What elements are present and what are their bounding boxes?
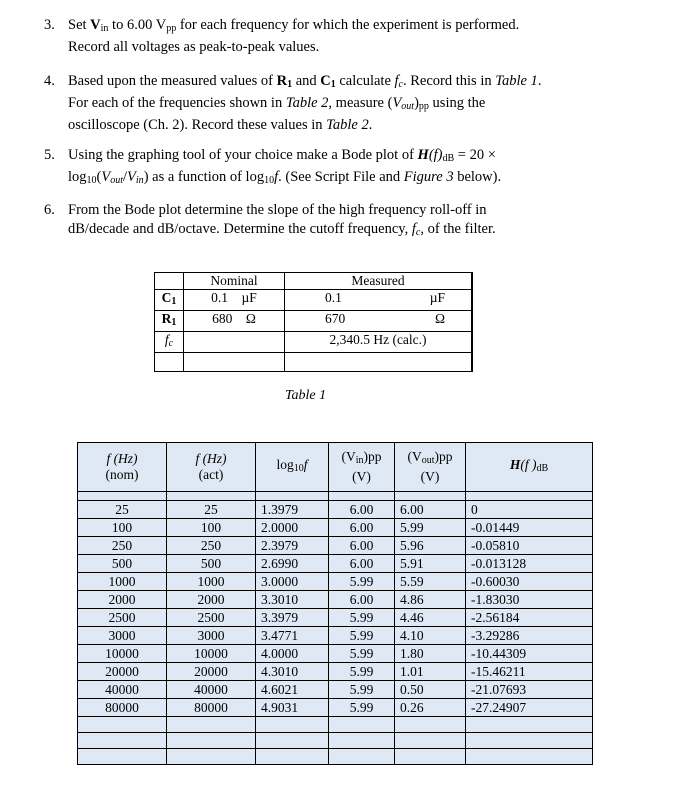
- table-cell: 6.00: [329, 555, 395, 573]
- table-cell: [329, 749, 395, 765]
- table-cell: 20000: [78, 663, 167, 681]
- table-cell: 6.00: [395, 501, 466, 519]
- table-cell: 2000: [167, 591, 256, 609]
- table-cell: [395, 492, 466, 501]
- table-cell: [472, 353, 473, 372]
- table-row: [78, 555, 593, 573]
- table-cell: [466, 717, 593, 733]
- table-cell: 500: [78, 555, 167, 573]
- table-cell: [184, 332, 285, 353]
- table-cell: 1000: [78, 573, 167, 591]
- table-cell: 670 Ω: [285, 311, 472, 332]
- table-cell: -2.56184: [466, 609, 593, 627]
- table-cell: 5.99: [329, 645, 395, 663]
- table-cell: 3000: [167, 627, 256, 645]
- header-vin: $(V_{in})pp$ (V): [329, 443, 395, 492]
- table-cell: -0.01449: [466, 519, 593, 537]
- table-cell: -0.013128: [466, 555, 593, 573]
- table-row: [78, 699, 593, 717]
- table-cell: [256, 492, 329, 501]
- table-row: [78, 501, 593, 519]
- table-cell: 10000: [78, 645, 167, 663]
- table-cell: 2500: [78, 609, 167, 627]
- table-cell: 5.99: [329, 573, 395, 591]
- table-cell: 4.0000: [256, 645, 329, 663]
- table-row: [78, 627, 593, 645]
- component-values-table: [154, 272, 473, 372]
- table-cell: 80000: [78, 699, 167, 717]
- table-cell: -0.05810: [466, 537, 593, 555]
- table-cell: 5.96: [395, 537, 466, 555]
- table-cell: [472, 290, 473, 311]
- table-cell: [155, 353, 184, 372]
- table-cell: 0.1 µF: [184, 290, 285, 311]
- table-cell: 4.9031: [256, 699, 329, 717]
- table-cell: 3.0000: [256, 573, 329, 591]
- table-cell: 0.50: [395, 681, 466, 699]
- table-cell: 25: [78, 501, 167, 519]
- table-cell: 2500: [167, 609, 256, 627]
- table-cell: 5.99: [329, 699, 395, 717]
- table-row: [78, 663, 593, 681]
- table-cell: [78, 492, 167, 501]
- table-cell: [78, 749, 167, 765]
- table-cell: 25: [167, 501, 256, 519]
- table-cell: 3.3979: [256, 609, 329, 627]
- table-cell: [155, 273, 184, 290]
- table-row: [78, 573, 593, 591]
- table-caption: Table 1: [285, 388, 327, 403]
- table-header-nominal: Nominal: [184, 273, 285, 290]
- table-cell: 1.80: [395, 645, 466, 663]
- table-row: [78, 591, 593, 609]
- table-cell: 5.59: [395, 573, 466, 591]
- table-cell: 3.3010: [256, 591, 329, 609]
- table-cell: 3.4771: [256, 627, 329, 645]
- instruction-text: Set $V_{in}$ to 6.00 $V_{pp}$ for each frequency for which the experiment is performed. Record all voltages as peak-to-peak values.: [68, 17, 520, 55]
- table-cell: [466, 749, 593, 765]
- table-cell: [329, 733, 395, 749]
- instruction-number: 6.: [44, 202, 55, 218]
- table-cell: 4.46: [395, 609, 466, 627]
- table-cell: 250: [167, 537, 256, 555]
- instruction-text: Using the graphing tool of your choice make a Bode plot of $H(f)_{dB} = 20$ × $\log_{10}(V_{out}/V_{in})$ as a function of $\log_{10}f$. (See Script File and Figure 3 below).: [68, 147, 502, 186]
- table-cell: [285, 353, 472, 372]
- table-cell: 20000: [167, 663, 256, 681]
- table-cell: -27.24907: [466, 699, 593, 717]
- table-cell: [256, 749, 329, 765]
- table-cell: 100: [78, 519, 167, 537]
- table-cell: 5.99: [329, 627, 395, 645]
- table-cell: 4.3010: [256, 663, 329, 681]
- table-header-measured: Measured: [285, 273, 472, 290]
- table-cell: [329, 492, 395, 501]
- frequency-response-table: [77, 442, 593, 765]
- table-cell: 0: [466, 501, 593, 519]
- table-cell: 6.00: [329, 501, 395, 519]
- table-cell: 4.10: [395, 627, 466, 645]
- table-cell: 1.01: [395, 663, 466, 681]
- table-cell: [395, 749, 466, 765]
- table-cell: [395, 717, 466, 733]
- instruction-number: 4.: [44, 73, 55, 89]
- table-cell: 0.1 µF: [285, 290, 472, 311]
- table-cell: 6.00: [329, 519, 395, 537]
- table-cell: 2.0000: [256, 519, 329, 537]
- table-cell: 5.99: [395, 519, 466, 537]
- table-cell: 40000: [78, 681, 167, 699]
- instruction-number: 3.: [44, 17, 55, 33]
- table-header-row: [78, 443, 593, 492]
- table-cell: [78, 733, 167, 749]
- table-cell: [395, 733, 466, 749]
- table-cell: 680 Ω: [184, 311, 285, 332]
- table-cell: [472, 332, 473, 353]
- header-f-act: f (Hz) (act): [167, 443, 256, 492]
- table-cell: [167, 749, 256, 765]
- table-cell: -15.46211: [466, 663, 593, 681]
- table-cell: 2.3979: [256, 537, 329, 555]
- table-row-label: $R_1$: [155, 311, 184, 332]
- table-cell: [167, 492, 256, 501]
- table-cell: 0.26: [395, 699, 466, 717]
- table-cell: [466, 733, 593, 749]
- table-row: [78, 519, 593, 537]
- table-cell: 10000: [167, 645, 256, 663]
- table-cell: 40000: [167, 681, 256, 699]
- table-cell: -21.07693: [466, 681, 593, 699]
- instruction-text: Based upon the measured values of $R_1$ and $C_1$ calculate $f_c$. Record this in Table 1. For each of the frequencies shown in Table 2, measure $(V_{out})_{pp}$ using the oscilloscope (Ch. 2). Record these values in Table 2.: [68, 73, 542, 133]
- table-cell: [184, 353, 285, 372]
- header-h-db: H(f )$_{dB}$: [466, 443, 593, 492]
- table-cell: 4.6021: [256, 681, 329, 699]
- table-row: [78, 609, 593, 627]
- table-cell: 80000: [167, 699, 256, 717]
- table-row: [78, 645, 593, 663]
- table-cell: 5.99: [329, 609, 395, 627]
- table-cell: 5.99: [329, 663, 395, 681]
- table-cell: -3.29286: [466, 627, 593, 645]
- header-vout: $(V_{out})pp$ (V): [395, 443, 466, 492]
- header-f-nom: f (Hz) (nom): [78, 443, 167, 492]
- table-cell: -1.83030: [466, 591, 593, 609]
- table-cell: -10.44309: [466, 645, 593, 663]
- table-cell: [167, 733, 256, 749]
- table-cell: [472, 311, 473, 332]
- table-cell: 5.91: [395, 555, 466, 573]
- table-cell: [466, 492, 593, 501]
- instruction-number: 5.: [44, 147, 55, 163]
- table-cell: 3000: [78, 627, 167, 645]
- table-cell: [167, 717, 256, 733]
- table-row: [78, 681, 593, 699]
- table-cell: 1000: [167, 573, 256, 591]
- table-cell: 1.3979: [256, 501, 329, 519]
- table-cell: [256, 717, 329, 733]
- table-cell: [329, 717, 395, 733]
- instruction-text: From the Bode plot determine the slope of the high frequency roll-off in dB/decade and dB/octave. Determine the cutoff frequency, $f_c$, of the filter.: [68, 202, 496, 238]
- table-cell: 5.99: [329, 681, 395, 699]
- table-cell: 250: [78, 537, 167, 555]
- table-cell: 4.86: [395, 591, 466, 609]
- table-row-label: $f_c$: [155, 332, 184, 353]
- table-cell: [78, 717, 167, 733]
- table-cell: 500: [167, 555, 256, 573]
- table-row-label: $C_1$: [155, 290, 184, 311]
- table-cell: -0.60030: [466, 573, 593, 591]
- table-cell: 6.00: [329, 537, 395, 555]
- header-log-f: $\log_{10}f$: [256, 443, 329, 492]
- table-cell: 2.6990: [256, 555, 329, 573]
- table-cell: 2000: [78, 591, 167, 609]
- table-cell: [256, 733, 329, 749]
- table-cell: 2,340.5 Hz (calc.): [285, 332, 472, 353]
- table-cell: 100: [167, 519, 256, 537]
- table-cell: 6.00: [329, 591, 395, 609]
- table-row: [78, 537, 593, 555]
- table-cell: [472, 273, 473, 290]
